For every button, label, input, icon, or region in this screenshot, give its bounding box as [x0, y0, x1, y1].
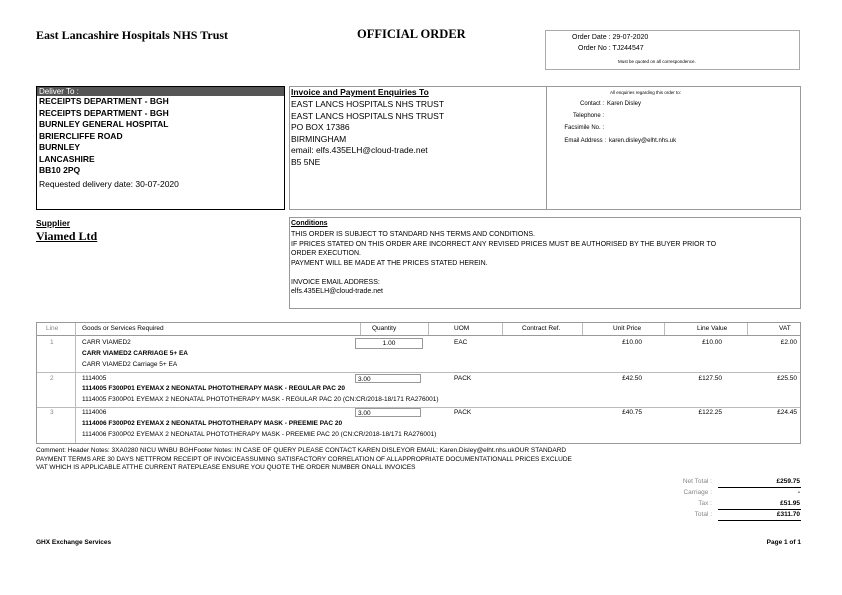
conditions-box	[289, 217, 801, 309]
net-total-label: Net Total :	[682, 478, 712, 485]
deliver-line: LANCASHIRE	[39, 153, 95, 164]
col-divider	[360, 323, 361, 335]
order-number: Order No : TJ244547	[578, 45, 644, 52]
row-line-number: 2	[50, 375, 54, 382]
col-quantity: Quantity	[372, 325, 397, 332]
deliver-to-heading: Deliver To :	[37, 87, 284, 96]
row-code: CARR VIAMED2	[82, 339, 131, 346]
row-vat: £25.50	[777, 375, 797, 382]
conditions-line: ORDER EXECUTION.	[291, 250, 362, 257]
invoice-address	[291, 99, 444, 168]
col-uom: UOM	[454, 325, 470, 332]
deliver-address	[37, 96, 284, 190]
footer-left: GHX Exchange Services	[36, 539, 112, 546]
supplier-heading: Supplier	[36, 218, 71, 228]
conditions-line	[291, 268, 716, 278]
comment-line: VAT WHICH IS APPLICABLE ATTHE CURRENT RATEPLEASE ENSURE YOU QUOTE THE ORDER NUMBER ONALL INVOICES	[36, 464, 416, 471]
order-comment	[36, 447, 802, 473]
page-number: Page 1 of 1	[766, 539, 801, 546]
document-title: OFFICIAL ORDER	[357, 27, 466, 41]
enquiries-heading: All enquiries regarding this order to:	[610, 90, 682, 95]
row-quantity: 3.00	[355, 374, 421, 383]
supplier-name: Viamed Ltd	[36, 229, 98, 243]
row-unit-price: £10.00	[622, 339, 642, 346]
conditions-line: INVOICE EMAIL ADDRESS:	[291, 278, 380, 286]
row-vat: £24.45	[777, 409, 797, 416]
row-description-detail: 1114005 F300P01 EYEMAX 2 NEONATAL PHOTOTHERAPY MASK - REGULAR PAC 20 (CN:CR/2018-18/171 RA276001)	[82, 396, 439, 403]
col-divider	[747, 323, 748, 335]
invoice-heading: Invoice and Payment Enquiries To	[291, 87, 429, 97]
row-description: CARR VIAMED2 CARRIAGE 5+ EA	[82, 350, 189, 357]
table-header-row	[37, 323, 800, 336]
row-code: 1114006	[82, 409, 107, 416]
fax-label: Facsimile No. :	[564, 125, 604, 131]
totals-rule	[718, 509, 801, 510]
row-unit-price: £42.50	[622, 375, 642, 382]
col-divider	[582, 323, 583, 335]
comment-line: PAYMENT TERMS ARE 30 DAYS NETTFROM RECEIPT OF INVOICEASSUMING SATISFACTORY CORRELATION OF ALLAPPROPRIATE DOCUMENTATIONALL PRICES EXCLUDE	[36, 455, 572, 463]
table-row	[37, 373, 800, 408]
comment-line: Comment: Header Notes: 3XA0280 NICU WNBU BGHFooter Notes: IN CASE OF QUERY PLEASE CONTACT KAREN DISLEYOR EMAIL: Karen.Disley@elht.nhs.ukOUR STANDARD	[36, 447, 567, 454]
requested-delivery-date: Requested delivery date: 30-07-2020	[39, 178, 179, 189]
col-divider	[428, 323, 429, 335]
contact-label: Contact :	[579, 101, 604, 107]
trust-name: East Lancashire Hospitals NHS Trust	[36, 28, 229, 42]
row-description: 1114005 F300P01 EYEMAX 2 NEONATAL PHOTOTHERAPY MASK - REGULAR PAC 20	[82, 385, 345, 392]
conditions-line: IF PRICES STATED ON THIS ORDER ARE INCORRECT ANY REVISED PRICES MUST BE AUTHORISED BY THE BUYER PRIOR TO	[291, 240, 717, 248]
deliver-line: BRIERCLIFFE ROAD	[39, 130, 123, 141]
carriage-value: -	[797, 489, 800, 496]
invoice-line: EAST LANCS HOSPITALS NHS TRUST	[291, 99, 445, 109]
invoice-line: BIRMINGHAM	[291, 133, 347, 144]
row-quantity: 3.00	[355, 408, 421, 417]
row-description: 1114006 F300P02 EYEMAX 2 NEONATAL PHOTOTHERAPY MASK - PREEMIE PAC 20	[82, 420, 343, 427]
totals-rule	[718, 487, 801, 488]
email-value[interactable]: karen.disley@elht.nhs.uk	[609, 138, 677, 144]
deliver-line: BURNLEY	[39, 142, 81, 152]
col-divider	[664, 323, 665, 335]
table-row	[37, 407, 800, 441]
col-divider	[502, 323, 503, 335]
conditions-line: THIS ORDER IS SUBJECT TO STANDARD NHS TERMS AND CONDITIONS.	[291, 231, 535, 238]
row-vat: £2.00	[780, 339, 797, 346]
row-description-detail: 1114006 F300P02 EYEMAX 2 NEONATAL PHOTOTHERAPY MASK - PREEMIE PAC 20 (CN:CR/2018-18/171 RA276001)	[82, 431, 437, 438]
conditions-line: elfs.435ELH@cloud-trade.net	[291, 287, 383, 295]
row-code: 1114005	[82, 375, 107, 382]
tax-value: £51.95	[780, 500, 800, 507]
row-quantity: 1.00	[355, 338, 423, 349]
tax-label: Tax :	[698, 500, 712, 507]
row-uom: PACK	[454, 375, 472, 382]
conditions-text	[291, 230, 716, 296]
invoice-enquiries-box	[289, 86, 801, 210]
totals-rule	[718, 520, 801, 521]
deliver-line: BURNLEY GENERAL HOSPITAL	[39, 119, 169, 129]
total-value: £311.70	[776, 511, 800, 518]
row-description-detail: CARR VIAMED2 Carriage 5+ EA	[82, 361, 178, 368]
carriage-label: Carriage :	[683, 489, 712, 496]
order-lines-table	[36, 322, 801, 444]
invoice-line: B5 5NE	[291, 156, 321, 167]
telephone-label: Telephone :	[572, 113, 604, 119]
deliver-to-box	[36, 86, 285, 210]
col-contract-ref: Contract Ref.	[522, 325, 561, 332]
conditions-heading: Conditions	[291, 220, 328, 227]
invoice-line: email: elfs.435ELH@cloud-trade.net	[291, 145, 428, 155]
net-total-value: £259.75	[776, 478, 800, 485]
row-line-value: £122.25	[698, 409, 722, 416]
conditions-line: PAYMENT WILL BE MADE AT THE PRICES STATED HEREIN.	[291, 259, 488, 267]
invoice-line: EAST LANCS HOSPITALS NHS TRUST	[291, 110, 445, 121]
deliver-line: RECEIPTS DEPARTMENT - BGH	[39, 107, 169, 118]
col-vat: VAT	[779, 325, 791, 332]
quote-note: Must be quoted on all correspondence.	[618, 59, 696, 64]
table-row	[37, 336, 800, 373]
row-uom: EAC	[454, 339, 468, 346]
row-unit-price: £40.75	[622, 409, 642, 416]
col-line: Line	[46, 325, 59, 332]
total-label: Total :	[694, 511, 712, 518]
order-info-box	[545, 30, 800, 70]
row-line-number: 1	[50, 339, 54, 346]
invoice-line: PO BOX 17386	[291, 122, 350, 132]
row-line-value: £127.50	[698, 375, 722, 382]
row-uom: PACK	[454, 409, 472, 416]
col-line-value: Line Value	[697, 325, 728, 332]
invoice-divider	[546, 87, 547, 209]
contact-value: Karen Disley	[607, 101, 642, 107]
col-unit-price: Unit Price	[613, 325, 642, 332]
email-label: Email Address :	[564, 138, 606, 144]
deliver-line: RECEIPTS DEPARTMENT - BGH	[39, 96, 169, 106]
col-goods: Goods or Services Required	[82, 325, 164, 332]
row-line-number: 3	[50, 409, 54, 416]
deliver-line: BB10 2PQ	[39, 165, 81, 175]
order-date: Order Date : 29-07-2020	[572, 34, 649, 41]
row-line-value: £10.00	[702, 339, 722, 346]
